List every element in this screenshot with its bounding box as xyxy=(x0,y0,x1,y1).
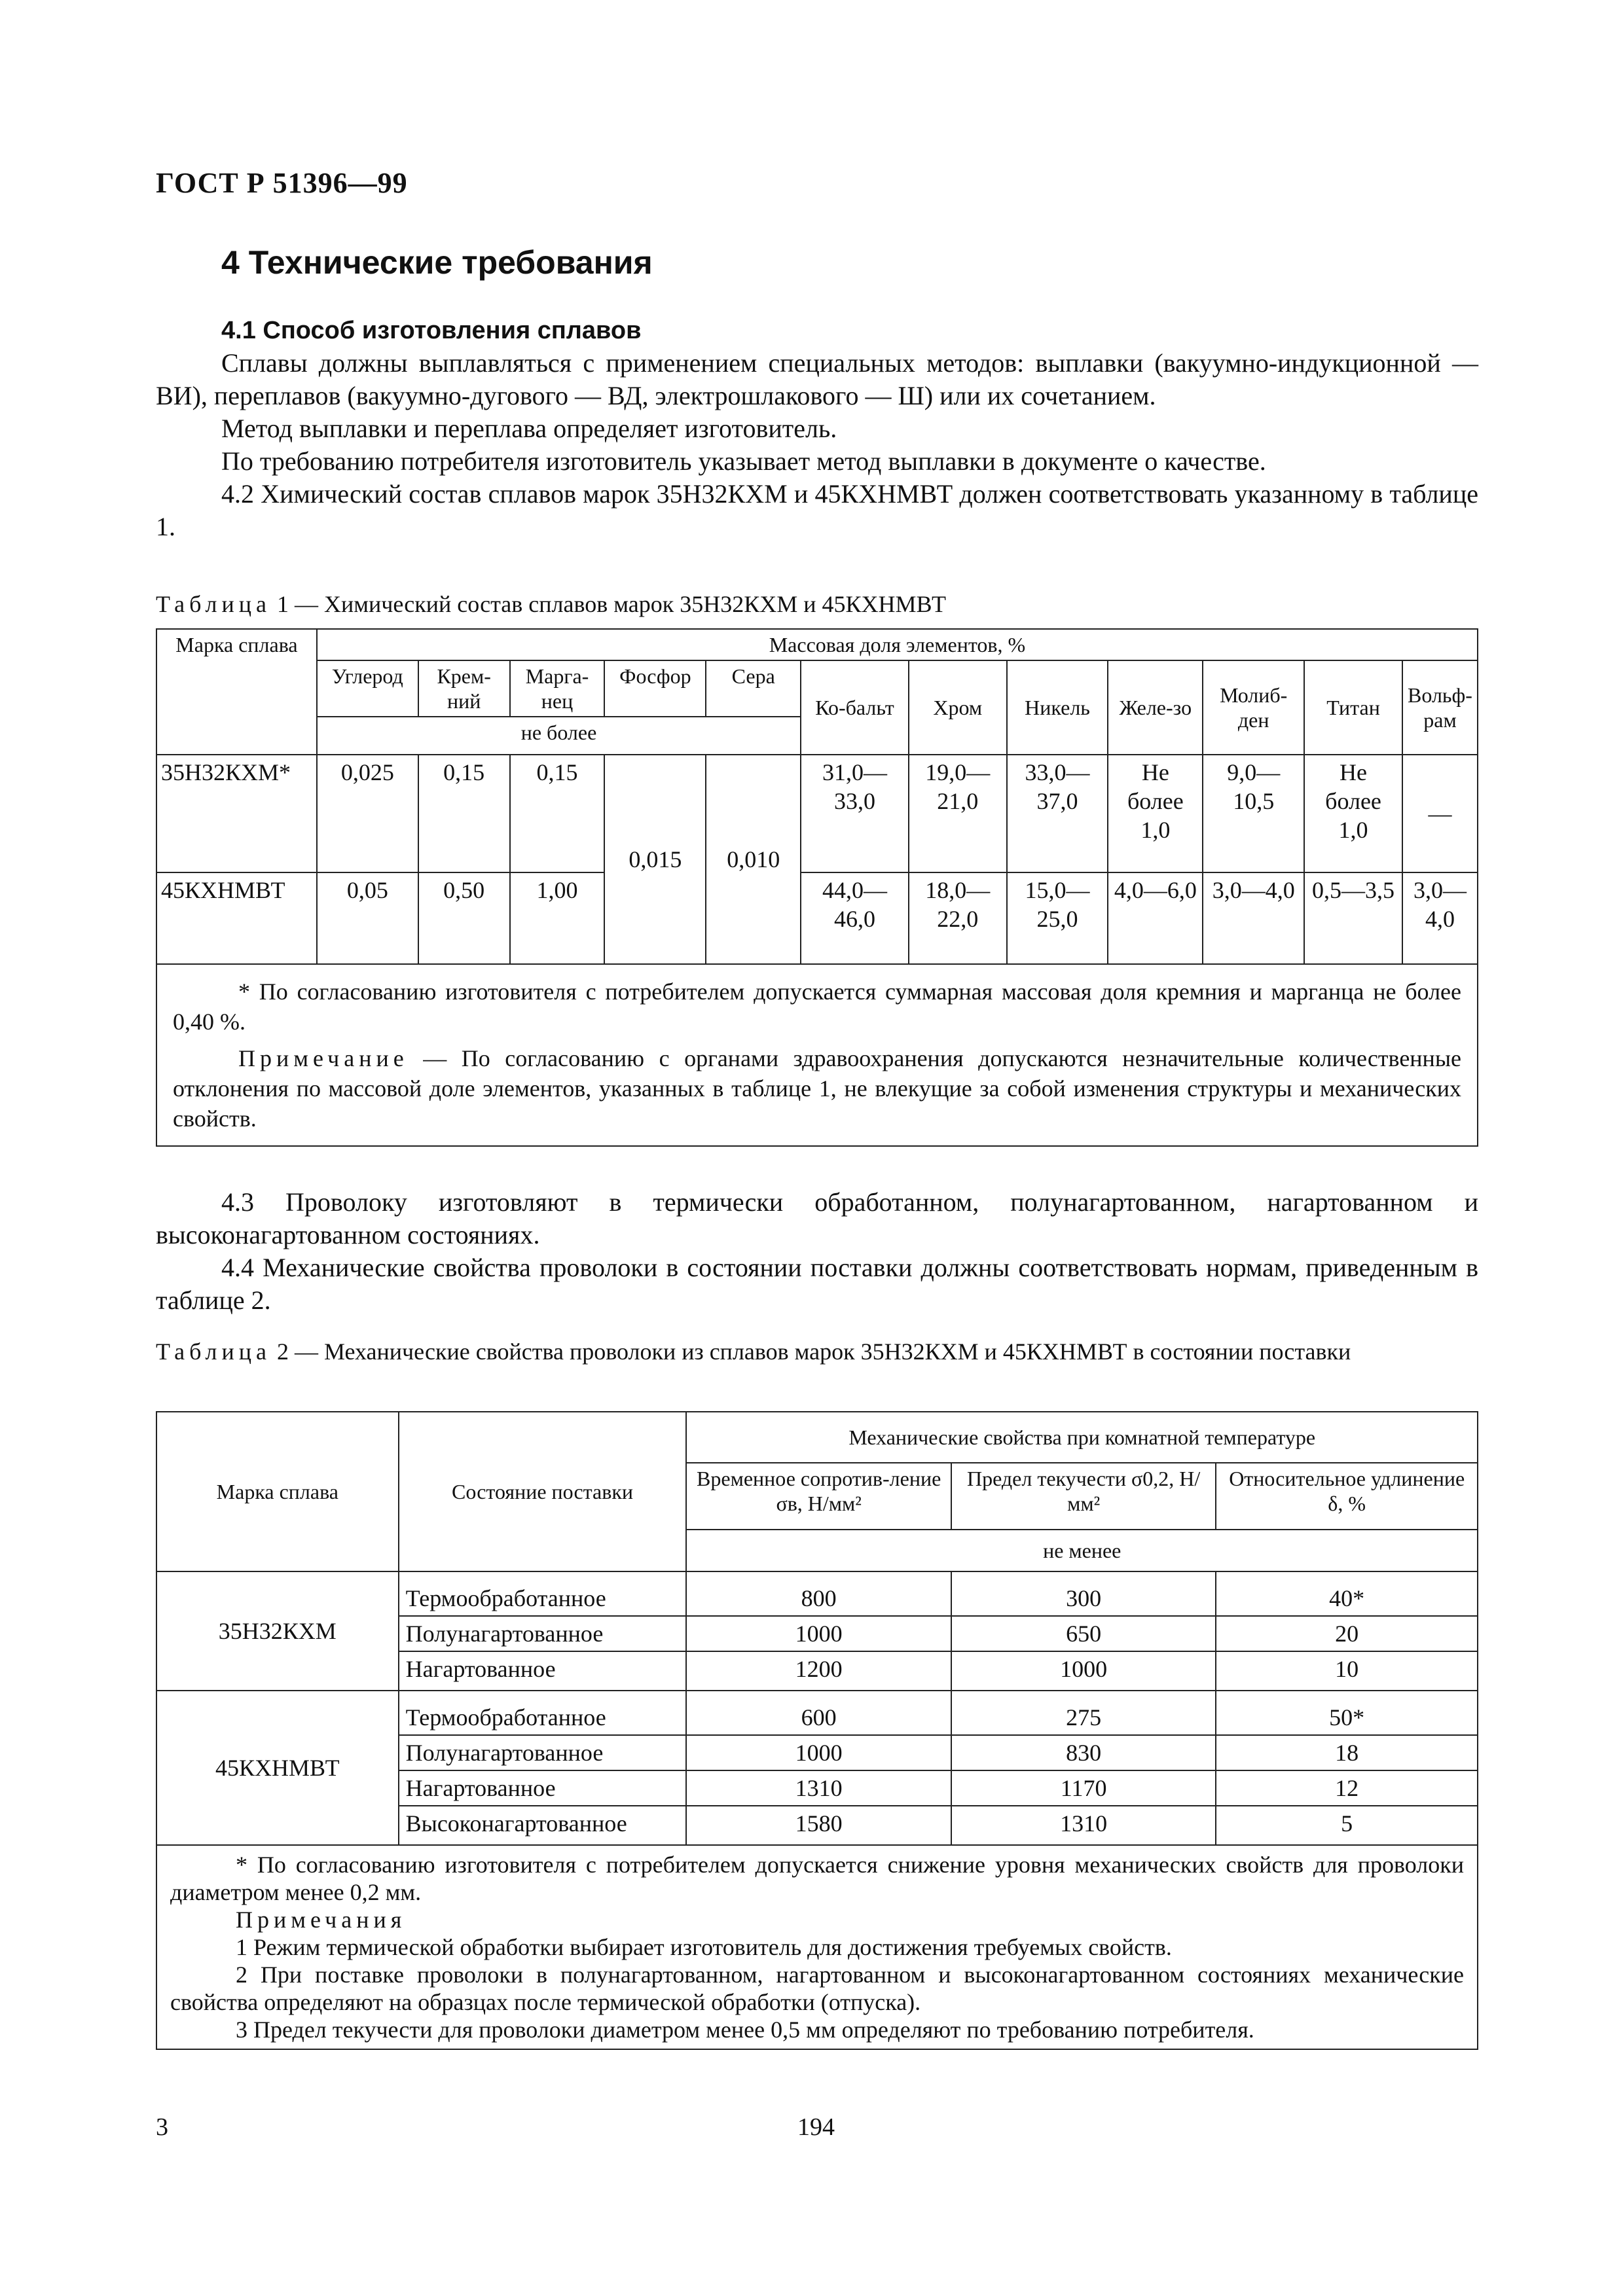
value-cell: 19,0—21,0 xyxy=(909,755,1007,872)
table2-caption-text: 2 — Механические свойства проволоки из сплавов марок 35Н32КХМ и 45КХНМВТ в состоянии поставки xyxy=(276,1338,1351,1365)
value-cell: 0,05 xyxy=(317,872,418,964)
value-cell: 0,5—3,5 xyxy=(1304,872,1402,964)
element-header: Желе-зо xyxy=(1108,660,1203,755)
value-cell: 44,0—46,0 xyxy=(801,872,909,964)
value-cell: 31,0—33,0 xyxy=(801,755,909,872)
value-cell: 1,00 xyxy=(510,872,605,964)
value-cell: Не более 1,0 xyxy=(1108,755,1203,872)
value-cell: 1000 xyxy=(686,1735,951,1770)
table1-caption-label: Таблица xyxy=(156,591,271,617)
paragraph: По требованию потребителя изготовитель указывает метод выплавки в документе о качестве. xyxy=(221,446,1266,476)
section-title: 4 Технические требования xyxy=(221,244,653,281)
paragraph: Сплавы должны выплавляться с применением специальных методов: выплавки (вакуумно-индукционной — ВИ), переплавов (вакуумно-дугового — ВД, электрошлакового — Ш) или их сочетанием. xyxy=(156,348,1478,410)
value-cell: 5 xyxy=(1216,1806,1478,1845)
table2-caption-label: Таблица xyxy=(156,1338,271,1365)
paragraph: Метод выплавки и переплава определяет изготовитель. xyxy=(221,414,837,443)
value-cell: 1580 xyxy=(686,1806,951,1845)
value-cell: 10 xyxy=(1216,1651,1478,1691)
value-cell: 20 xyxy=(1216,1616,1478,1651)
state-header: Состояние поставки xyxy=(399,1412,687,1571)
value-cell: 15,0—25,0 xyxy=(1007,872,1108,964)
value-cell: 12 xyxy=(1216,1770,1478,1806)
value-cell: 1310 xyxy=(686,1770,951,1806)
page-number-center: 194 xyxy=(797,2113,835,2141)
element-header: Вольф-рам xyxy=(1402,660,1478,755)
element-header: Крем-ний xyxy=(418,660,510,717)
note-text: — По согласованию с органами здравоохранения допускаются незначительные количественные отклонения по массовой доле элементов, указанных в таблице 1, не влекущие за собой изменения структуры и механических свойств. xyxy=(173,1045,1461,1132)
value-cell: 40* xyxy=(1216,1571,1478,1616)
state-cell: Нагартованное xyxy=(399,1651,687,1691)
notes-label: Примечания xyxy=(236,1907,407,1933)
subsection-heading: 4.1 Способ изготовления сплавов xyxy=(221,317,642,344)
element-header: Сера xyxy=(706,660,801,717)
state-cell: Полунагартованное xyxy=(399,1735,687,1770)
value-cell: — xyxy=(1402,755,1478,872)
value-cell: 9,0—10,5 xyxy=(1203,755,1304,872)
element-header: Фосфор xyxy=(604,660,706,717)
value-cell: 0,15 xyxy=(510,755,605,872)
state-cell: Полунагартованное xyxy=(399,1616,687,1651)
value-cell: 300 xyxy=(951,1571,1216,1616)
table2-notes xyxy=(156,1845,1478,2049)
state-cell: Термообработанное xyxy=(399,1691,687,1735)
value-cell: 18,0—22,0 xyxy=(909,872,1007,964)
table-row xyxy=(156,1571,1478,1616)
note-label: Примечание xyxy=(238,1045,409,1071)
state-cell: Нагартованное xyxy=(399,1770,687,1806)
value-cell: 1200 xyxy=(686,1651,951,1691)
document-code: ГОСТ Р 51396—99 xyxy=(156,167,408,199)
value-cell: 1000 xyxy=(951,1651,1216,1691)
table-2-mechanical-properties xyxy=(156,1411,1478,2050)
value-cell: 3,0—4,0 xyxy=(1203,872,1304,964)
value-cell: 1310 xyxy=(951,1806,1216,1845)
table-row xyxy=(156,1691,1478,1735)
paragraph: 4.3 Проволоку изготовляют в термически обработанном, полунагартованном, нагартованном и высоконагартованном состояниях. xyxy=(156,1187,1478,1249)
limit-label: не менее xyxy=(686,1530,1478,1571)
grade-cell: 45КХНМВТ xyxy=(156,872,317,964)
grade-cell: 45КХНМВТ xyxy=(156,1691,399,1845)
value-cell: 1170 xyxy=(951,1770,1216,1806)
table1-caption xyxy=(156,590,1478,618)
elongation-header: Относительное удлинение δ, % xyxy=(1216,1463,1478,1530)
table1-caption-text: 1 — Химический состав сплавов марок 35Н32КХМ и 45КХНМВТ xyxy=(276,591,947,617)
value-cell: 830 xyxy=(951,1735,1216,1770)
grade-header: Марка сплава xyxy=(156,1412,399,1571)
mech-header: Механические свойства при комнатной температуре xyxy=(686,1412,1478,1463)
value-cell: 800 xyxy=(686,1571,951,1616)
element-header: Марга-нец xyxy=(510,660,605,717)
yield-header: Предел текучести σ0,2, Н/мм² xyxy=(951,1463,1216,1530)
element-header: Углерод xyxy=(317,660,418,717)
value-cell: 3,0—4,0 xyxy=(1402,872,1478,964)
element-header: Хром xyxy=(909,660,1007,755)
grade-cell: 35Н32КХМ xyxy=(156,1571,399,1691)
value-cell: Не более 1,0 xyxy=(1304,755,1402,872)
element-header: Никель xyxy=(1007,660,1108,755)
value-cell: 0,025 xyxy=(317,755,418,872)
value-cell: 33,0—37,0 xyxy=(1007,755,1108,872)
value-cell: 650 xyxy=(951,1616,1216,1651)
value-cell: 0,015 xyxy=(604,755,706,964)
grade-header: Марка сплава xyxy=(156,629,317,755)
grade-cell: 35Н32КХМ* xyxy=(156,755,317,872)
section-4-3-text xyxy=(156,1186,1478,1317)
mass-fraction-header: Массовая доля элементов, % xyxy=(317,629,1478,660)
section-4-1-text xyxy=(156,314,1478,543)
value-cell: 0,010 xyxy=(706,755,801,964)
note: 3 Предел текучести для проволоки диаметром менее 0,5 мм определяют по требованию потребителя. xyxy=(236,2017,1254,2043)
paragraph: 4.4 Механические свойства проволоки в состоянии поставки должны соответствовать нормам, приведенным в таблице 2. xyxy=(156,1253,1478,1315)
value-cell: 50* xyxy=(1216,1691,1478,1735)
tensile-header: Временное сопротив-ление σв, Н/мм² xyxy=(686,1463,951,1530)
table-row xyxy=(156,755,1478,872)
note xyxy=(173,1043,1461,1134)
element-header: Ко-бальт xyxy=(801,660,909,755)
note: 2 При поставке проволоки в полунагартованном, нагартованном и высоконагартованном состояниях механические свойства определяют на образцах после термической обработки (отпуска). xyxy=(170,1962,1464,2015)
value-cell: 0,15 xyxy=(418,755,510,872)
value-cell: 1000 xyxy=(686,1616,951,1651)
table2-caption xyxy=(156,1338,1478,1365)
value-cell: 0,50 xyxy=(418,872,510,964)
element-header: Молиб-ден xyxy=(1203,660,1304,755)
element-header: Титан xyxy=(1304,660,1402,755)
footnote: * По согласованию изготовителя с потребителем допускается суммарная массовая доля кремния и марганца не более 0,40 %. xyxy=(173,978,1461,1035)
value-cell: 600 xyxy=(686,1691,951,1735)
table1-notes xyxy=(156,964,1478,1146)
footnote: * По согласованию изготовителя с потребителем допускается снижение уровня механических свойств для проволоки диаметром менее 0,2 мм. xyxy=(170,1852,1464,1905)
page-number-left: 3 xyxy=(156,2113,168,2141)
value-cell: 4,0—6,0 xyxy=(1108,872,1203,964)
value-cell: 275 xyxy=(951,1691,1216,1735)
paragraph: 4.2 Химический состав сплавов марок 35Н32КХМ и 45КХНМВТ должен соответствовать указанному в таблице 1. xyxy=(156,479,1478,541)
note: 1 Режим термической обработки выбирает изготовитель для достижения требуемых свойств. xyxy=(236,1934,1172,1960)
state-cell: Термообработанное xyxy=(399,1571,687,1616)
table-1-chemical-composition xyxy=(156,628,1478,1147)
value-cell: 18 xyxy=(1216,1735,1478,1770)
state-cell: Высоконагартованное xyxy=(399,1806,687,1845)
table-row xyxy=(156,872,1478,964)
limit-label: не более xyxy=(317,717,801,755)
